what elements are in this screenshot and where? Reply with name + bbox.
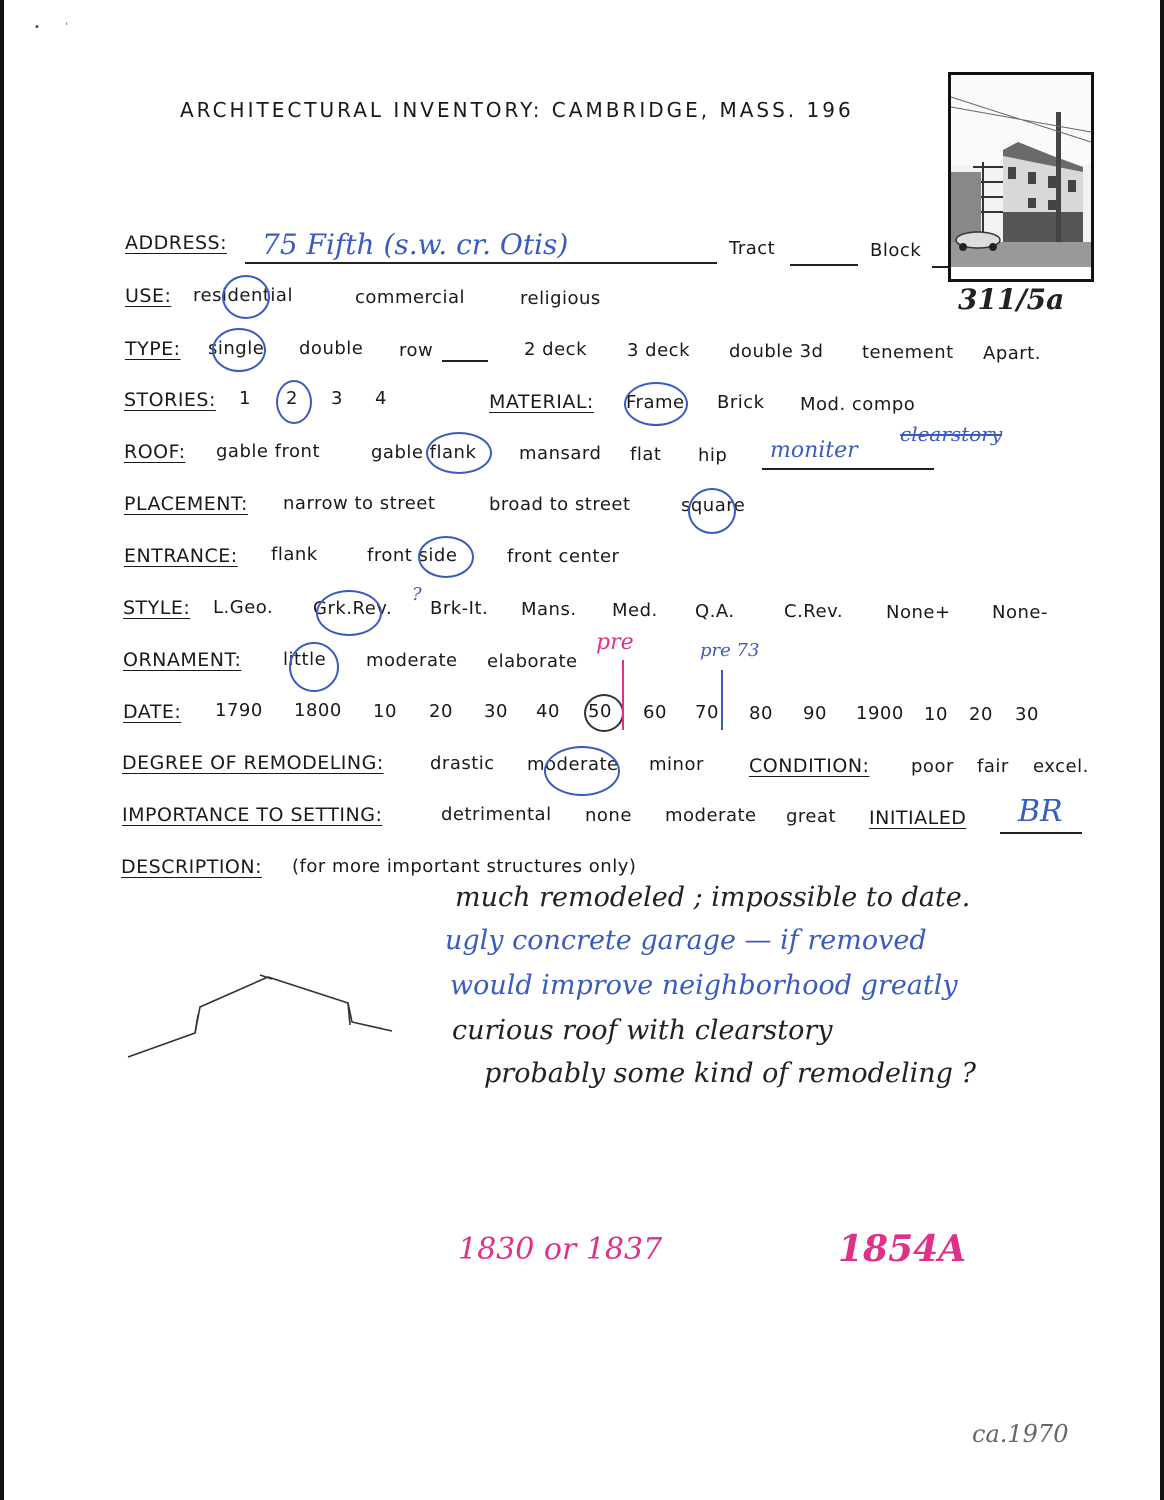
stories-option-3: 3 (331, 388, 343, 409)
stories-option-2: 2 (286, 388, 298, 409)
ornament-label: ORNAMENT: (123, 649, 242, 671)
roof-other-line (762, 468, 934, 470)
roof-profile-sketch (120, 965, 410, 1065)
style-option-lgeo: L.Geo. (213, 597, 274, 618)
type-option-apart: Apart. (983, 343, 1041, 364)
roof-option-mansard: mansard (519, 443, 602, 464)
style-query-mark: ? (412, 584, 422, 605)
remodeling-label: DEGREE OF REMODELING: (122, 752, 384, 774)
importance-option-moderate: moderate (665, 805, 757, 826)
condition-label: CONDITION: (749, 755, 870, 777)
style-option-grkrev: Grk.Rev. (313, 598, 393, 619)
entrance-option-front-side: front side (367, 545, 458, 566)
stories-option-4: 4 (375, 388, 387, 409)
roof-option-gable-front: gable front (216, 441, 320, 462)
use-label: USE: (125, 285, 172, 307)
condition-option-excel: excel. (1033, 756, 1089, 777)
circa-date: ca.1970 (972, 1420, 1069, 1448)
roof-option-hip: hip (698, 445, 728, 466)
placement-label: PLACEMENT: (124, 493, 248, 515)
photo-reference-number: 311/5a (958, 283, 1065, 316)
placement-option-broad: broad to street (489, 494, 631, 515)
date-90: 90 (803, 703, 827, 724)
importance-label: IMPORTANCE TO SETTING: (122, 804, 383, 826)
ornament-option-elaborate: elaborate (487, 651, 578, 672)
date-label: DATE: (123, 701, 182, 723)
ornament-pink-note: pre (596, 630, 634, 655)
roof-option-gable-flank: gable flank (371, 442, 477, 463)
type-option-single: single (208, 338, 265, 359)
placement-option-square: square (681, 495, 746, 516)
condition-option-poor: poor (911, 756, 954, 777)
type-option-3-deck: 3 deck (627, 340, 690, 361)
style-option-brkit: Brk-It. (430, 598, 489, 619)
use-option-residential: residential (193, 285, 293, 306)
type-option-tenement: tenement (862, 342, 954, 363)
importance-option-great: great (786, 806, 837, 827)
roof-option-flat: flat (630, 444, 662, 465)
pink-dates-note: 1830 or 1837 (458, 1232, 663, 1267)
material-option-brick: Brick (717, 392, 765, 413)
remodeling-option-drastic: drastic (430, 753, 495, 774)
tract-line (790, 264, 858, 266)
block-label: Block (870, 240, 922, 261)
entrance-option-front-center: front center (507, 546, 620, 567)
stories-option-1: 1 (239, 388, 251, 409)
material-option-frame: Frame (626, 392, 685, 413)
remodeling-option-minor: minor (649, 754, 704, 775)
placement-option-narrow: narrow to street (283, 493, 436, 514)
use-option-commercial: commercial (355, 287, 465, 308)
material-option-mod-compo: Mod. compo (800, 394, 916, 415)
date-1920: 20 (969, 704, 993, 725)
style-option-qa: Q.A. (695, 601, 735, 622)
description-line-5: probably some kind of remodeling ? (484, 1058, 976, 1089)
date-1800: 1800 (294, 700, 342, 721)
style-option-none-plus: None+ (886, 602, 951, 623)
style-option-mans: Mans. (521, 599, 577, 620)
roof-handwritten-moniter: moniter (770, 438, 858, 463)
initialed-line (1000, 832, 1082, 834)
description-label: DESCRIPTION: (121, 856, 263, 878)
remodeling-option-moderate: moderate (527, 754, 619, 775)
description-line-1: much remodeled ; impossible to date. (455, 882, 971, 913)
roof-label: ROOF: (124, 441, 186, 463)
date-20: 20 (429, 701, 453, 722)
ornament-option-little: little (283, 649, 327, 670)
type-option-double: double (299, 338, 364, 359)
date-50: 50 (588, 701, 612, 722)
use-option-religious: religious (520, 288, 601, 309)
date-1930: 30 (1015, 704, 1039, 725)
type-label: TYPE: (125, 338, 181, 360)
ornament-blue-note: pre 73 (700, 640, 760, 661)
type-option-double-3d: double 3d (729, 341, 824, 362)
form-title: ARCHITECTURAL INVENTORY: CAMBRIDGE, MASS. 196 (180, 98, 854, 122)
ornament-option-moderate: moderate (366, 650, 458, 671)
date-1790: 1790 (215, 700, 263, 721)
style-option-med: Med. (612, 600, 658, 621)
date-70: 70 (695, 702, 719, 723)
date-80: 80 (749, 703, 773, 724)
style-label: STYLE: (123, 597, 191, 619)
entrance-option-flank: flank (271, 544, 318, 565)
tract-label: Tract (729, 238, 776, 259)
date-blue-mark (721, 670, 723, 730)
condition-option-fair: fair (977, 756, 1009, 777)
address-line (245, 262, 717, 264)
type-option-row: row (399, 340, 434, 361)
scan-specks: • ˈ (34, 22, 69, 33)
description-note: (for more important structures only) (292, 856, 637, 877)
pink-inventory-code: 1854A (838, 1228, 967, 1270)
importance-option-detrimental: detrimental (441, 804, 552, 825)
initialed-value: BR (1018, 794, 1063, 829)
style-option-none-minus: None- (992, 602, 1048, 623)
date-pink-mark (622, 660, 624, 730)
roof-handwritten-clearstory: clearstory (900, 422, 1003, 446)
address-label: ADDRESS: (125, 232, 227, 254)
entrance-label: ENTRANCE: (124, 545, 238, 567)
initialed-label: INITIALED (869, 807, 967, 829)
block-line (932, 266, 948, 268)
address-value: 75 Fifth (s.w. cr. Otis) (262, 228, 569, 261)
style-option-crev: C.Rev. (784, 601, 844, 622)
description-line-2: ugly concrete garage — if removed (445, 925, 927, 956)
description-line-3: would improve neighborhood greatly (450, 970, 958, 1001)
date-30: 30 (484, 701, 508, 722)
date-1900: 1900 (856, 703, 904, 724)
date-60: 60 (643, 702, 667, 723)
date-10: 10 (373, 701, 397, 722)
building-photo (948, 72, 1094, 282)
importance-option-none: none (585, 805, 632, 826)
type-option-2-deck: 2 deck (524, 339, 587, 360)
material-label: MATERIAL: (489, 391, 594, 413)
date-40: 40 (536, 701, 560, 722)
stories-label: STORIES: (124, 389, 216, 411)
row-line (442, 360, 488, 362)
description-line-4: curious roof with clearstory (452, 1015, 833, 1046)
date-1910: 10 (924, 704, 948, 725)
